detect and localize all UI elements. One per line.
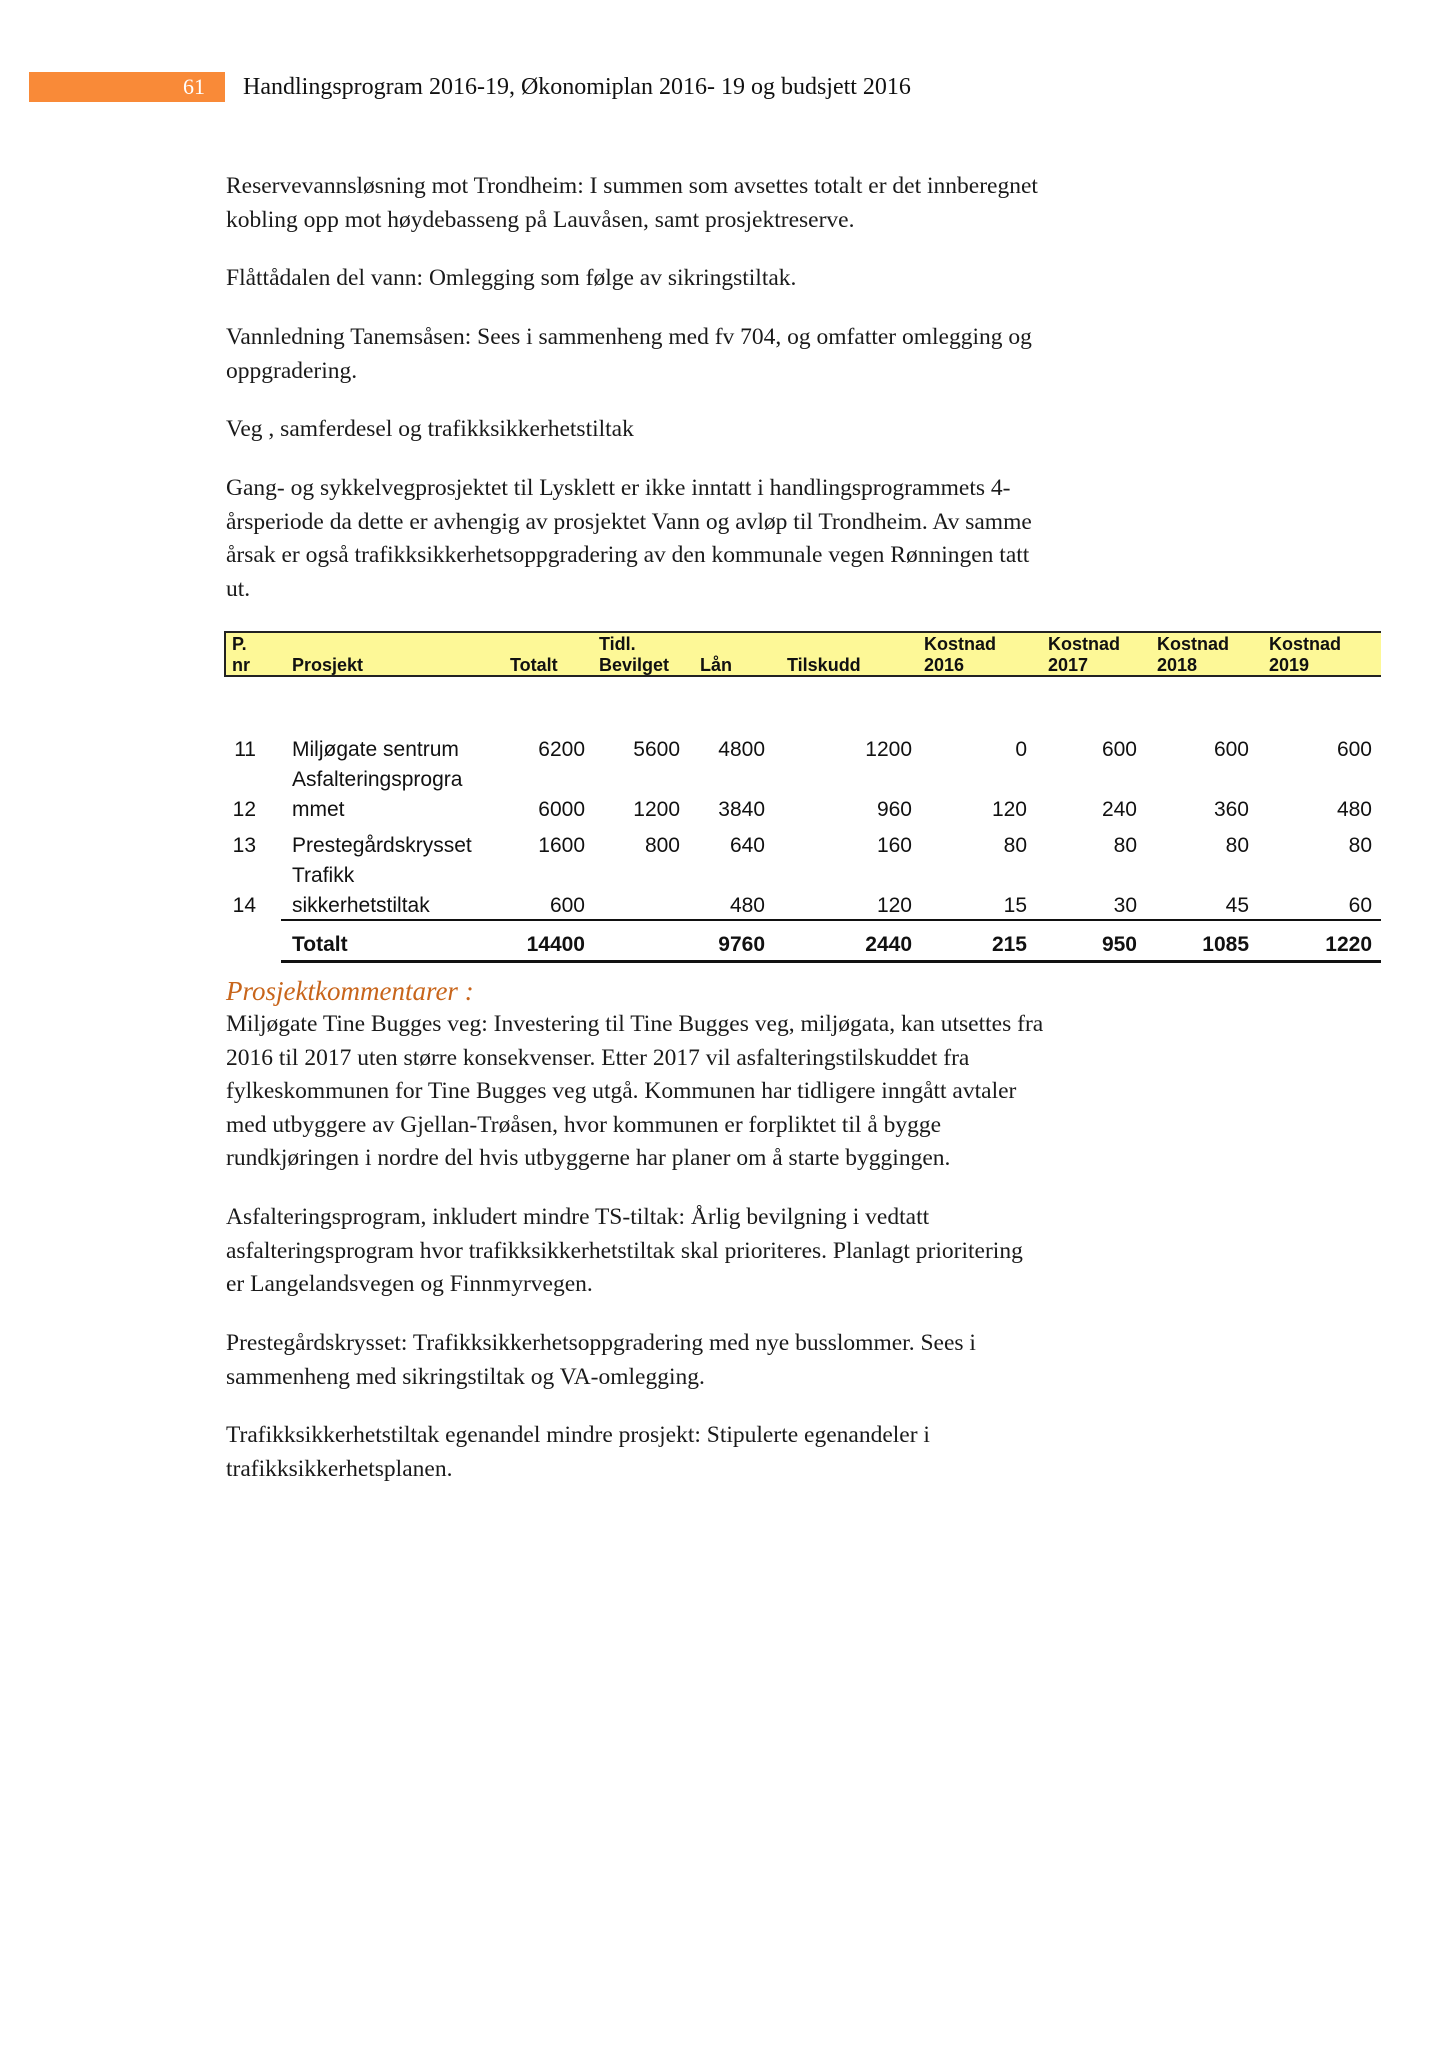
cell-prosjekt-line2: sikkerhetstiltak (292, 894, 430, 917)
header-text: Kostnad (1269, 634, 1341, 654)
cell-totalt: 6200 (538, 738, 585, 761)
cell-tilskudd: 1200 (865, 738, 912, 761)
text-line: ut. (226, 575, 251, 602)
cell-prosjekt-line1: Asfalteringsprogra (292, 768, 463, 791)
text-line: Gang- og sykkelvegprosjektet til Lysklett er ikke inntatt i handlingsprogrammets 4- (226, 475, 1011, 501)
cell-kostnad-2016: 120 (991, 798, 1027, 821)
text-line: Asfalteringsprogram, inkludert mindre TS-tiltak: Årlig bevilgning i vedtatt (226, 1204, 930, 1230)
text-line: Vannledning Tanemsåsen: Sees i sammenheng med fv 704, og omfatter omlegging og (226, 324, 1032, 350)
document-title: Handlingsprogram 2016-19, Økonomiplan 2016- 19 og budsjett 2016 (243, 74, 911, 100)
cell-tilskudd: 160 (876, 834, 912, 857)
cell-total-tilskudd: 2440 (865, 933, 912, 956)
cell-kostnad-2019: 60 (1348, 894, 1372, 917)
cell-kostnad-2019: 80 (1348, 834, 1372, 857)
cell-prosjekt: Miljøgate sentrum (292, 738, 459, 761)
cell-kostnad-2018: 360 (1213, 798, 1249, 821)
text-line: er Langelandsvegen og Finnmyrvegen. (226, 1271, 593, 1297)
section-heading-prosjektkommentarer: Prosjektkommentarer : (226, 976, 474, 1006)
col-header-pnr (232, 634, 250, 676)
col-header-prosjekt: Prosjekt (292, 655, 364, 675)
cell-kostnad-2017: 30 (1113, 894, 1137, 917)
col-header-kostnad-2017 (1048, 634, 1120, 676)
col-header-laan: Lån (700, 655, 733, 675)
text-line: med utbyggere av Gjellan-Trøåsen, hvor kommunen er forpliktet til å bygge (226, 1111, 942, 1138)
header-text: 2018 (1157, 655, 1198, 675)
cell-total-label: Totalt (292, 933, 348, 956)
text-line: asfalteringsprogram hvor trafikksikkerhetstiltak skal prioriteres. Planlagt prioritering (226, 1237, 1023, 1264)
text-line: Veg , samferdesel og trafikksikkerhetstiltak (226, 416, 634, 442)
text-line: rundkjøringen i nordre del hvis utbyggerne har planer om å starte byggingen. (226, 1145, 951, 1171)
cell-kostnad-2019: 600 (1336, 738, 1372, 761)
cell-tidl-bevilget: 1200 (633, 798, 680, 821)
cell-kostnad-2017: 240 (1101, 798, 1137, 821)
cell-kostnad-2016: 80 (1003, 834, 1027, 857)
cell-totalt: 6000 (538, 798, 585, 821)
cell-total-laan: 9760 (718, 933, 765, 956)
cell-kostnad-2018: 45 (1225, 894, 1249, 917)
header-text: Kostnad (924, 634, 996, 654)
cell-total-kostnad-2018: 1085 (1202, 933, 1249, 956)
paragraph-gang-sykkelveg (226, 472, 1226, 606)
col-header-kostnad-2019 (1269, 634, 1341, 676)
subheading-veg (226, 413, 1226, 447)
table-divider (281, 919, 1381, 921)
cell-total-totalt: 14400 (526, 933, 585, 956)
col-header-tilskudd: Tilskudd (787, 655, 861, 675)
cell-prosjekt: Prestegårdskrysset (292, 834, 472, 857)
text-line: kobling opp mot høydebasseng på Lauvåsen, samt prosjektreserve. (226, 206, 855, 233)
text-line: årsak er også trafikksikkerhetsoppgradering av den kommunale vegen Rønningen tatt (226, 542, 1030, 568)
cell-tidl-bevilget: 5600 (633, 738, 680, 761)
cell-pnr: 11 (234, 738, 256, 761)
cell-total-kostnad-2016: 215 (991, 933, 1027, 956)
header-text: Kostnad (1157, 634, 1229, 654)
col-header-tidl-bevilget (599, 634, 669, 676)
comment-trafikksikkerhetstiltak (226, 1419, 1226, 1486)
table-bottom-rule (281, 960, 1381, 963)
col-header-totalt: Totalt (510, 655, 558, 675)
comment-prestegardskrysset (226, 1327, 1226, 1394)
header-text: P. (232, 634, 247, 654)
cell-kostnad-2019: 480 (1336, 798, 1372, 821)
text-line: årsperiode da dette er avhengig av prosjektet Vann og avløp til Trondheim. Av samme (226, 508, 1032, 535)
cell-pnr: 14 (232, 894, 256, 917)
cell-prosjekt-line1: Trafikk (292, 864, 355, 887)
text-line: Prestegårdskrysset: Trafikksikkerhetsoppgradering med nye busslommer. Sees i (226, 1330, 976, 1356)
cell-pnr: 13 (232, 834, 256, 857)
cell-kostnad-2018: 80 (1225, 834, 1249, 857)
comment-asfalteringsprogram (226, 1201, 1226, 1302)
cell-kostnad-2016: 0 (1015, 738, 1027, 761)
cell-laan: 640 (729, 834, 765, 857)
paragraph-reservevann (226, 170, 1226, 237)
table-header-row (224, 631, 1381, 677)
cell-tilskudd: 120 (876, 894, 912, 917)
cell-pnr: 12 (232, 798, 256, 821)
cell-laan: 3840 (718, 798, 765, 821)
text-line: oppgradering. (226, 357, 358, 384)
cell-totalt: 600 (549, 894, 585, 917)
header-text: 2016 (924, 655, 965, 675)
col-header-kostnad-2016 (924, 634, 996, 676)
text-line: trafikksikkerhetsplanen. (226, 1455, 453, 1482)
budget-table (224, 631, 1381, 956)
page-number-badge: 61 (29, 72, 225, 102)
header-text: nr (232, 655, 250, 675)
text-line: fylkeskommunen for Tine Bugges veg utgå. Kommunen har tidligere inngått avtaler (226, 1078, 1017, 1104)
comment-miljogate (226, 1008, 1226, 1176)
cell-total-kostnad-2017: 950 (1101, 933, 1137, 956)
cell-totalt: 1600 (538, 834, 585, 857)
cell-laan: 4800 (718, 738, 765, 761)
text-line: 2016 til 2017 uten større konsekvenser. Etter 2017 vil asfalteringstilskuddet fra (226, 1044, 970, 1071)
text-line: Miljøgate Tine Bugges veg: Investering til Tine Bugges veg, miljøgata, kan utsettes fra (226, 1011, 1044, 1037)
header-text: 2017 (1048, 655, 1089, 675)
cell-kostnad-2017: 600 (1101, 738, 1137, 761)
cell-laan: 480 (729, 894, 765, 917)
header-text: Kostnad (1048, 634, 1120, 654)
paragraph-vannledning (226, 321, 1226, 388)
header-text: Tidl. (599, 634, 636, 654)
header-text: 2019 (1269, 655, 1310, 675)
col-header-kostnad-2018 (1157, 634, 1229, 676)
text-line: Reservevannsløsning mot Trondheim: I summen som avsettes totalt er det innberegnet (226, 173, 1038, 199)
header-text: Bevilget (599, 655, 670, 675)
cell-kostnad-2018: 600 (1213, 738, 1249, 761)
text-line: sammenheng med sikringstiltak og VA-omlegging. (226, 1363, 705, 1390)
cell-tidl-bevilget: 800 (644, 834, 680, 857)
cell-prosjekt-line2: mmet (292, 798, 345, 821)
paragraph-flattadalen (226, 262, 1226, 296)
cell-tilskudd: 960 (876, 798, 912, 821)
text-line: Trafikksikkerhetstiltak egenandel mindre prosjekt: Stipulerte egenandeler i (226, 1422, 930, 1448)
cell-kostnad-2017: 80 (1113, 834, 1137, 857)
cell-kostnad-2016: 15 (1003, 894, 1027, 917)
text-line: Flåttådalen del vann: Omlegging som følge av sikringstiltak. (226, 265, 797, 291)
cell-total-kostnad-2019: 1220 (1325, 933, 1372, 956)
